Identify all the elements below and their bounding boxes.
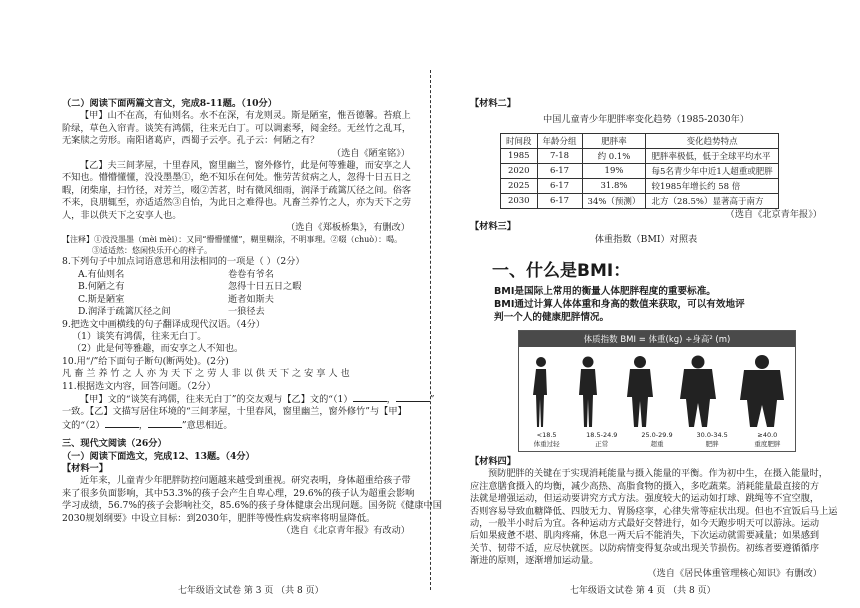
source-yi: （选自《郑板桥集》，有删改）	[285, 222, 410, 234]
answer-blank[interactable]	[105, 419, 139, 428]
material-1-line: 2030规划纲要》中设立目标：到2030年，肥胖等慢性病发病率将明显降低。	[62, 512, 376, 524]
question-8: 8.下列句子中加点词语意思和用法相同的一项是（ ）（2分）	[62, 256, 305, 268]
bmi-range	[632, 431, 682, 448]
passage-jia	[62, 110, 410, 147]
page-footer: 七年级语文试卷 第 4 页 （共 8 页）	[570, 586, 716, 596]
page-footer: 七年级语文试卷 第 3 页 （共 8 页）	[178, 586, 324, 596]
bmi-chart-title: 体重指数（BMI）对照表	[594, 233, 698, 245]
table-row	[501, 148, 779, 163]
bmi-heading: 一、什么是BMI：	[492, 261, 631, 282]
bmi-range-label: 超重	[650, 440, 664, 449]
question-9-1: （1）谈笑有鸿儒，往来无白丁。	[72, 330, 207, 342]
q11-text-d: ”意思相近。	[181, 419, 233, 431]
table-cell: 19%	[582, 163, 646, 178]
bmi-range-label: 肥胖	[705, 440, 719, 449]
passage-yi-line: 【乙】夫三间茅屋，十里春风，窗里幽兰，窗外修竹，此是何等雅趣，而安享之人	[80, 160, 411, 172]
bmi-range-value: <18.5	[536, 431, 557, 440]
material-4-line: 后如果疲惫不堪、肌肉疼痛，休息一两天后不能消失，下次运动就需要减量；如果感到	[470, 530, 820, 542]
q8-option-left: D.润泽于疏篱仄径之间	[78, 306, 171, 318]
question-10: 10.用“/”给下面句子断句(断两处)。(2分)	[62, 355, 229, 367]
material-4-line: 法就是增强运动，但运动要讲究方式方法。强度较大的运动如打球、跳绳等不宜空腹，	[470, 493, 820, 505]
q8-option-right: 一狼径去	[228, 306, 265, 318]
material-2-label: 【材料二】	[470, 98, 516, 109]
question-11: 11.根据选文内容，回答问题。（2分）	[62, 380, 216, 392]
material-4-line: 否则容易导致血糖降低、四肢无力、胃肠痉挛，心律失常等症状出现。但也不宜饭后马上运	[470, 505, 838, 517]
bmi-ranges	[519, 429, 795, 451]
bmi-range-value: ≥40.0	[757, 431, 778, 440]
question-9-2: （2）此是何等雅趣，而安享之人不知也。	[72, 343, 244, 355]
section-3-1-title: （一）阅读下面选文，完成12、13题。（4分）	[62, 450, 255, 462]
silhouette-severe-obese-icon	[740, 355, 784, 429]
material-4-line: 渐进的原则，逐渐增加运动量。	[470, 555, 599, 567]
bmi-range	[687, 431, 737, 448]
material-4-line: 预防肥胖的关键在于实现消耗能量与摄入能量的平衡。作为初中生，在摄入能量时，	[488, 468, 828, 480]
source-jia: （选自《陋室铭》）	[331, 147, 410, 159]
table-cell: 7-18	[537, 148, 582, 163]
answer-blank[interactable]	[353, 393, 387, 402]
silhouette-normal-icon	[575, 355, 601, 429]
passage-yi	[62, 160, 410, 222]
table-cell: 肥胖率极低，低于全球平均水平	[646, 148, 778, 163]
bmi-range	[742, 431, 792, 448]
table-row	[501, 163, 779, 178]
bmi-range-label: 重度肥胖	[754, 440, 781, 449]
table-cell: 2030	[501, 193, 538, 208]
answer-blank[interactable]	[396, 393, 430, 402]
q8-option	[78, 269, 410, 281]
passage-jia-line: 无案牍之劳形。南阳诸葛庐，西蜀子云亭。孔子云：何陋之有？	[62, 135, 320, 147]
passage-yi-line: 不来，良朋辄至，亦适适然③自怡，为此日之难得也。凡畜兰养竹之人，亦为天下之劳	[62, 197, 412, 209]
bmi-desc-line: 判一个人的健康肥胖情况。	[494, 312, 610, 324]
q8-option-left: A.有仙则名	[78, 268, 125, 280]
material-4-line: 动，一般半小时后为宜。各种运动方式最好交替进行，如今天跑步明天可以游泳。运动	[470, 518, 820, 530]
material-4-label: 【材料四】	[470, 456, 516, 468]
question-9: 9.把选文中画横线的句子翻译成现代汉语。（4分）	[62, 318, 265, 330]
q8-option-right: 忽得十日五日之暇	[228, 281, 302, 293]
bmi-range	[577, 431, 627, 448]
table-header-cell: 年龄分组	[537, 133, 582, 148]
bmi-range-label: 正常	[595, 440, 609, 449]
table-header-cell: 变化趋势特点	[646, 133, 778, 148]
q8-option-right: 逝者如斯夫	[228, 293, 274, 305]
notes-line: 【注释】①没没墨墨（mèi mèi）：又同“懵懵懂懂”，糊里糊涂，不明事理。②啜（chuò）：喝。	[62, 235, 403, 245]
bmi-range-label: 体重过轻	[533, 440, 560, 449]
silhouette-underweight-icon	[530, 355, 552, 429]
passage-yi-line: 不知也。懵懵懂懂，没没墨墨①，绝不知乐在何处。惟劳苦贫病之人，忽得十日五日之	[62, 172, 412, 184]
table-row	[501, 178, 779, 193]
bmi-formula: 体质指数 BMI = 体重(kg) ÷身高² (m)	[519, 331, 795, 347]
passage-yi-line: 人，非以供天下之安享人也。	[62, 209, 182, 221]
bmi-range-value: 30.0-34.5	[696, 431, 728, 440]
table-cell: 较1985年增长约 58 倍	[646, 178, 778, 193]
silhouette-overweight-icon	[624, 355, 656, 429]
notes-line: ③适适然：悠闲快乐开心的样子。	[92, 246, 212, 256]
right-page	[430, 0, 860, 608]
table-cell: 2025	[501, 178, 538, 193]
material-4-line: 应注意膳食摄入的均衡，减少高热、高脂食物的摄入，多吃蔬菜。消耗能量最直接的方	[470, 480, 820, 492]
obesity-trend-table	[500, 133, 779, 209]
table-cell: 2020	[501, 163, 538, 178]
table-cell: 约 0.1%	[582, 148, 646, 163]
section-3-title: 三、现代文阅读（26分）	[62, 438, 167, 450]
source-table: （选自《北京青年报》）	[725, 208, 822, 220]
material-1-line: 学习成绩，56.7%的孩子会影响社交，85.6%的孩子身体健康会出现问题。国务院《健康中国	[62, 500, 442, 512]
table-header-row	[501, 133, 779, 148]
q11-text-a: 【甲】文的“谈笑有鸿儒，往来无白丁”的交友观与【乙】文的“（1）	[80, 393, 353, 405]
bmi-figure	[518, 330, 796, 452]
table-cell: 北方（28.5%）显著高于南方	[646, 193, 778, 208]
source-material-1: （选自《北京青年报》有改动）	[281, 525, 410, 536]
table-title: 中国儿童青少年肥胖率变化趋势（1985-2030年）	[542, 114, 750, 126]
table-cell: 6-17	[537, 163, 582, 178]
bmi-range-value: 18.5-24.9	[586, 431, 618, 440]
q8-option	[78, 281, 410, 293]
question-11-line: 【甲】文的“谈笑有鸿儒，往来无白丁”的交友观与【乙】文的“（1） ， ”	[80, 393, 435, 405]
bmi-desc-line: BMI是国际上常用的衡量人体肥胖程度的重要标准。	[494, 286, 716, 298]
bmi-range	[522, 431, 572, 448]
table-row	[501, 193, 779, 208]
q8-option-left: B.何陋之有	[78, 281, 125, 293]
passage-yi-line: 暇，闭柴扉，扫竹径，对芳兰，啜②苦茗，时有微风细雨，润泽于疏篱仄径之间。俗客	[62, 184, 412, 196]
material-4-line: 关节、韧带不适，应尽快就医。以防病情变得复杂或出现关节损伤。初练者要遵循循序	[470, 542, 820, 554]
q8-options	[62, 269, 410, 319]
material-1-label: 【材料一】	[62, 462, 108, 474]
table-cell: 1985	[501, 148, 538, 163]
question-11-line: 一致。【乙】文描写居住环境的“三间茅屋，十里春风，窗里幽兰，窗外修竹”与【甲】	[62, 406, 407, 418]
question-11-line: 文的“（2） ， ”意思相近。	[62, 419, 233, 431]
material-3-label: 【材料三】	[470, 221, 516, 233]
bmi-range-value: 25.0-29.9	[641, 431, 673, 440]
q8-option	[78, 294, 410, 306]
q11-text-c: 文的“（2）	[62, 419, 105, 431]
question-10-text: 凡 畜 兰 养 竹 之 人 亦 为 天 下 之 劳 人 非 以 供 天 下 之 安 享 人 也	[62, 368, 350, 380]
section-title: （二）阅读下面两篇文言文，完成8-11题。（10分）	[62, 98, 277, 109]
passage-jia-line: 【甲】山不在高，有仙则名。水不在深，有龙则灵。斯是陋室，惟吾德馨。苔痕上	[80, 110, 411, 122]
answer-blank[interactable]	[148, 419, 182, 428]
table-header-cell: 时间段	[501, 133, 538, 148]
table-cell: 6-17	[537, 193, 582, 208]
material-1-line: 近年来，儿童青少年肥胖防控问题越来越受到重视。研究表明，身体超重给孩子带	[80, 475, 411, 487]
q8-option-right: 卷卷有爷名	[228, 268, 274, 280]
table-cell: 34%（预测）	[582, 193, 646, 208]
passage-jia-line: 阶绿，草色入帘青。谈笑有鸿儒，往来无白丁。可以调素琴，阅金经。无丝竹之乱耳，	[62, 122, 412, 134]
table-cell: 每5名青少年中近1人超重或肥胖	[646, 163, 778, 178]
q8-option	[78, 306, 410, 318]
q8-option-left: C.斯是陋室	[78, 293, 125, 305]
table-cell: 31.8%	[582, 178, 646, 193]
material-1-line: 来了很多负面影响，其中53.3%的孩子会产生自卑心理，29.6%的孩子认为超重会影响	[62, 487, 415, 499]
bmi-desc-line: BMI通过计算人体体重和身高的数值来获取，可以有效地评	[494, 299, 745, 311]
table-header-cell: 肥胖率	[582, 133, 646, 148]
source-material-4: （选自《居民体重管理核心知识》有删改）	[647, 567, 822, 579]
table-cell: 6-17	[537, 178, 582, 193]
body-silhouettes	[519, 347, 795, 429]
silhouette-obese-icon	[679, 355, 717, 429]
